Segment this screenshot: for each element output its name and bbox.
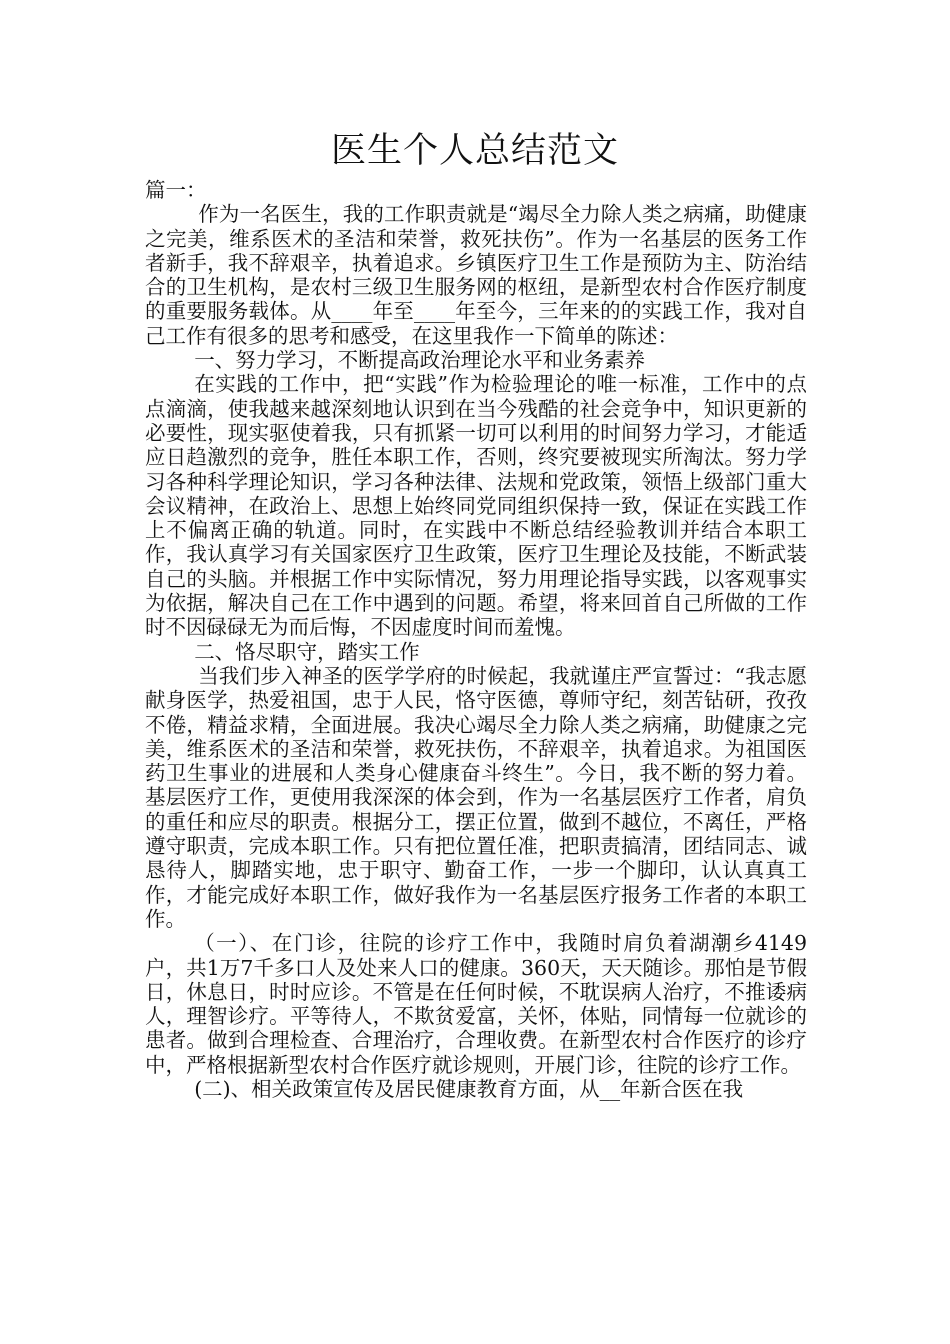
- paragraph-study: 在实践的工作中，把“实践”作为检验理论的唯一标准，工作中的点点滴滴，使我越来越深刻地认识到在当今残酷的社会竞争中，知识更新的必要性，现实驱使着我，只有抓紧一切可以利用的时间努力学习，才能适应日趋激烈的竞争，胜任本职工作，否则，终究要被现实所淘汰。努力学习各种科学理论知识，学习各种法律、法规和党政策，领悟上级部门重大会议精神，在政治上、思想上始终同党同组织保持一致，保证在实践工作上不偏离正确的轨道。同时，在实践中不断总结经验教训并结合本职工作，我认真学习有关国家医疗卫生政策，医疗卫生理论及技能，不断武装自己的头脑。并根据工作中实际情况，努力用理论指导实践，以客观事实为依据，解决自己在工作中遇到的问题。希望，将来回首自己所做的工作时不因碌碌无为而后悔，不因虚度时间而羞愧。: [145, 372, 807, 640]
- section-heading-study: 一、努力学习，不断提高政治理论水平和业务素养: [194, 348, 646, 373]
- document-title: 医生个人总结范文: [330, 131, 619, 171]
- section-label: 篇一：: [145, 178, 207, 202]
- document-body: [145, 178, 807, 1101]
- paragraph-clinic: （一）、在门诊，往院的诊疗工作中，我随时肩负着湖潮乡4149户，共1万7千多口人及处来人口的健康。360天，天天随诊。那怕是节假日，休息日，时时应诊。不管是在任何时候，不耽误病人治疗，不推诿病人，理智诊疗。平等待人，不欺贫爱富，关怀，体贴，同情每一位就诊的患者。做到合理检查、合理治疗，合理收费。在新型农村合作医疗的诊疗中，严格根据新型农村合作医疗就诊规则，开展门诊，往院的诊疗工作。: [145, 931, 807, 1077]
- paragraph-duty: 当我们步入神圣的医学学府的时候起，我就谨庄严宣誓过：“我志愿献身医学，热爱祖国，忠于人民，恪守医德，尊师守纪，刻苦钻研，孜孜不倦，精益求精，全面进展。我决心竭尽全力除人类之病痛，助健康之完美，维系医术的圣洁和荣誉，救死扶伤，不辞艰辛，执着追求。为祖国医药卫生事业的进展和人类身心健康奋斗终生”。今日，我不断的努力着。基层医疗工作，更使用我深深的体会到，作为一名基层医疗工作者，肩负的重任和应尽的职责。根据分工，摆正位置，做到不越位，不离任，严格遵守职责，完成本职工作。只有把位置任准，把职责搞清，团结同志、诚恳待人，脚踏实地，忠于职守、勤奋工作，一步一个脚印，认认真真工作，才能完成好本职工作，做好我作为一名基层医疗报务工作者的本职工作。: [145, 663, 807, 931]
- paragraph-intro: 作为一名医生，我的工作职责就是“竭尽全力除人类之病痛，助健康之完美，维系医术的圣洁和荣誉，救死扶伤”。作为一名基层的医务工作者新手，我不辞艰辛，执着追求。乡镇医疗卫生工作是预防为主、防治结合的卫生机构，是农村三级卫生服务网的枢纽，是新型农村合作医疗制度的重要服务载体。从____年至____年至今，三年来的的实践工作，我对自己工作有很多的思考和感受，在这里我作一下简单的陈述：: [145, 202, 807, 348]
- section-heading-duty: 二、恪尽职守，踏实工作: [194, 639, 420, 664]
- paragraph-policy: (二)、相关政策宣传及居民健康教育方面，从__年新合医在我: [194, 1076, 744, 1101]
